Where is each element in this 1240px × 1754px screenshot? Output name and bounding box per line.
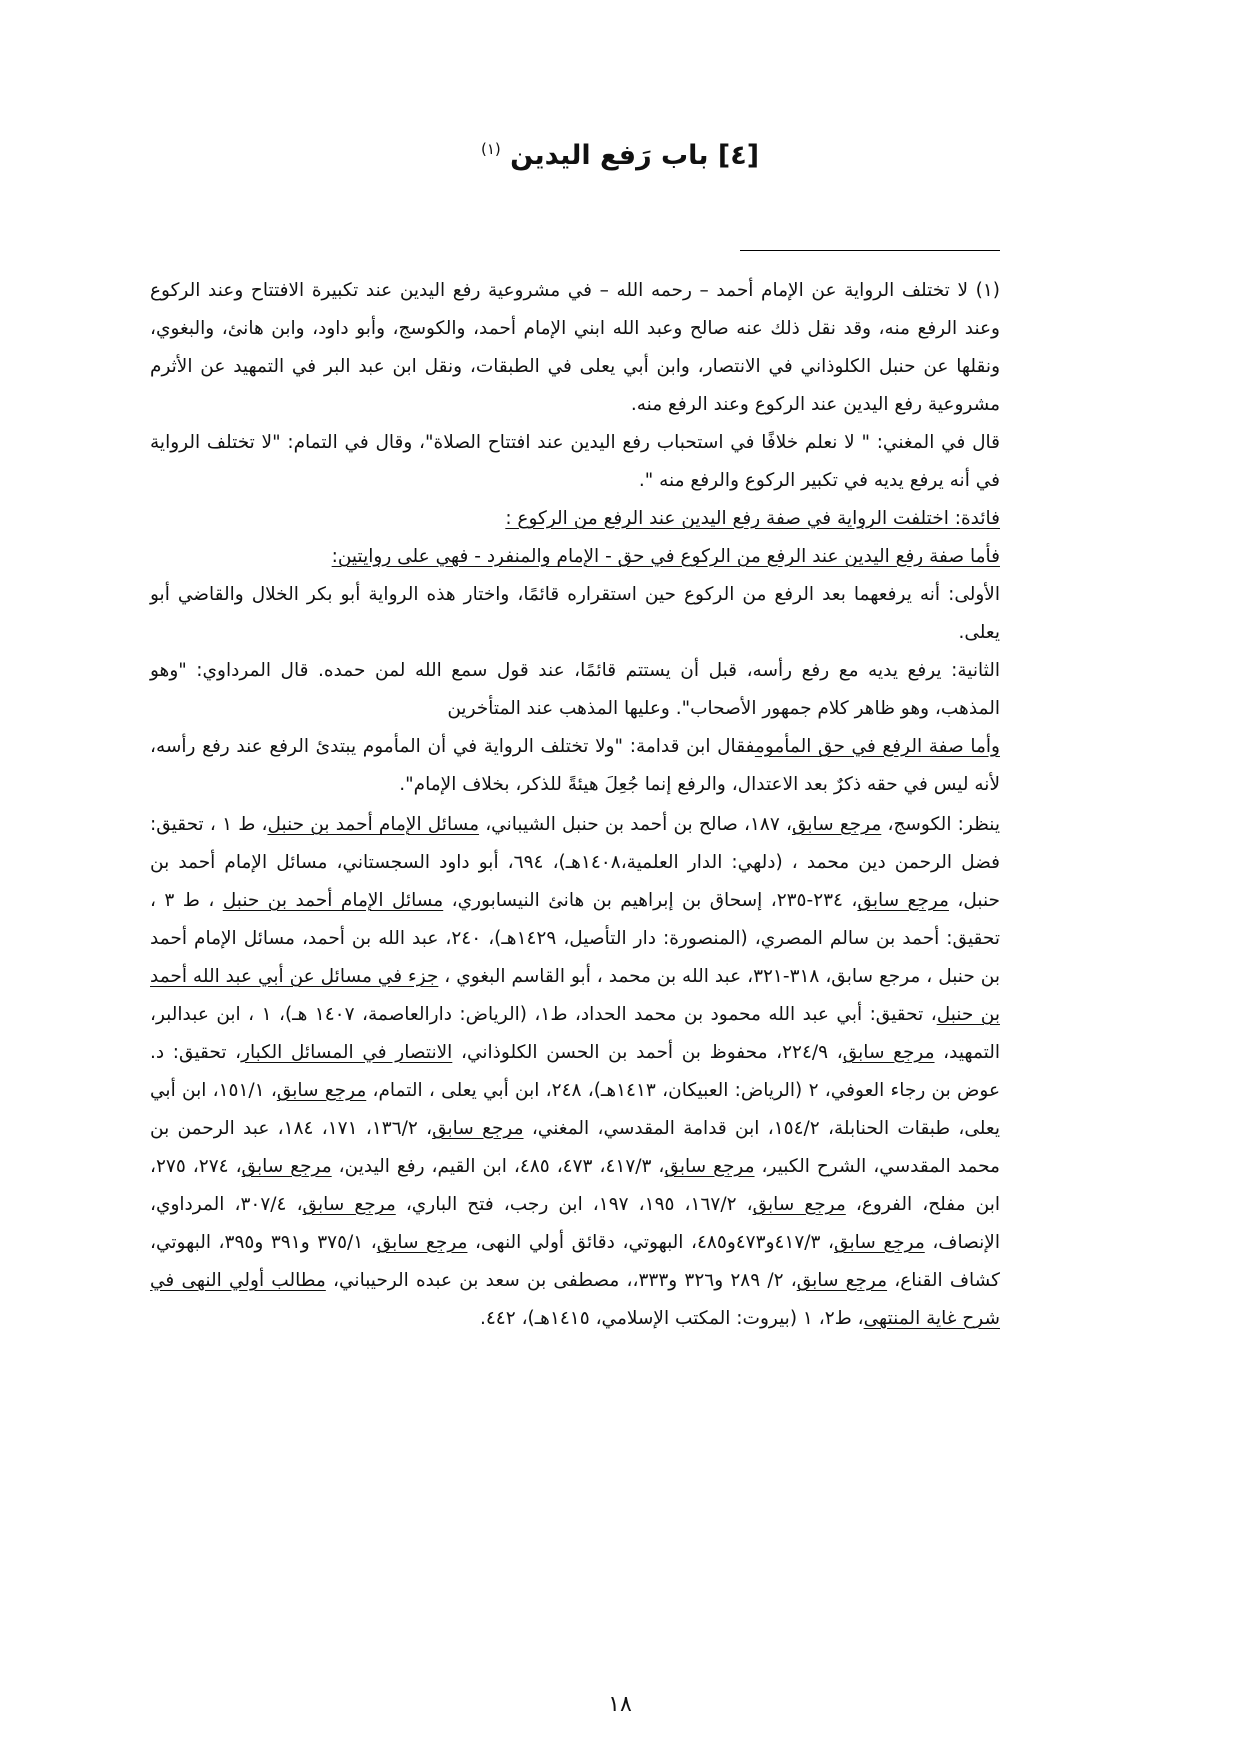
ref-text: ، ٣٠٧/٤، المرداوي، الإنصاف، xyxy=(150,1194,1000,1253)
mamum-paragraph xyxy=(150,728,1000,804)
mamum-text: فقال ابن قدامة: "ولا تختلف الرواية في أن المأموم يبتدئ الرفع عند رفع رأسه، لأنه ليس في حقه ذكرٌ بعد الاعتدال، والرفع إنما جُعِلَ هيئةً للذكر، بخلاف الإمام". xyxy=(150,736,1000,795)
ref-link: مرجع سابق xyxy=(376,1232,468,1253)
ref-text: ، ٤١٧/٣و٤٧٣و٤٨٥، البهوتي، دقائق أولي النهى، xyxy=(467,1232,835,1253)
footnote-paragraph-2: قال في المغني: " لا نعلم خلافًا في استحباب رفع اليدين عند افتتاح الصلاة"، وقال في التمام: "لا تختلف الرواية في أنه يرفع يديه في تكبير الركوع والرفع منه ". xyxy=(150,432,1000,491)
ref-text: ، تحقيق: أبي عبد الله محمود بن محمد الحداد، ط١، (الرياض: دارالعاصمة، ١٤٠٧ هـ)، ١ ، ابن عبدالبر، التمهيد، xyxy=(150,1004,1001,1063)
first-narration: الأولى: أنه يرفعهما بعد الرفع من الركوع حين استقراره قائمًا، واختار هذه الرواية أبو بكر الخلال والقاضي أبو يعلى. xyxy=(150,584,1000,643)
ref-link: جزء في مسائل عن أبي عبد الله أحمد بن حنبل xyxy=(150,966,1000,1025)
footnote-paragraph-1: (١) لا تختلف الرواية عن الإمام أحمد – رحمه الله – في مشروعية رفع اليدين عند تكبيرة الافتتاح وعند الركوع وعند الرفع منه، وقد نقل ذلك عنه صالح وعبد الله ابني الإمام أحمد، والكوسج، وأبو داود، وابن هانئ، والبغوي، ونقلها عن حنبل الكلوذاني في الانتصار، وابن أبي يعلى في الطبقات، ونقل ابن عبد البر في التمهيد عن الأثرم مشروعية رفع اليدين عند الركوع وعند الرفع منه. xyxy=(150,280,1000,415)
ref-text: ، ١٦٧/٢، ١٩٥، ١٩٧، ابن رجب، فتح الباري، xyxy=(395,1194,753,1215)
footnote-block xyxy=(150,272,1000,1338)
ref-link: مسائل الإمام أحمد بن حنبل xyxy=(267,814,480,835)
ref-text: ، ٢٢٤/٩، محفوظ بن أحمد بن الحسن الكلوذاني، xyxy=(452,1042,843,1063)
footnote-marker: (١) xyxy=(480,140,501,158)
references-paragraph xyxy=(150,806,1000,1338)
mamum-heading: وأما صفة الرفع في حق المأموم xyxy=(754,736,1000,757)
page-number: ١٨ xyxy=(608,1692,632,1717)
ref-link: مرجع سابق xyxy=(842,1042,935,1063)
ref-link: مرجع سابق xyxy=(857,890,949,911)
ref-link: مرجع سابق xyxy=(796,1270,888,1291)
ref-link: مرجع سابق xyxy=(791,814,882,835)
footnote-separator xyxy=(740,250,1000,251)
ref-text: ، ٤١٧/٣، ٤٧٣، ٤٨٥، ابن القيم، رفع اليدين، xyxy=(331,1156,665,1177)
imam-section-heading: فأما صفة رفع اليدين عند الرفع من الركوع في حق - الإمام والمنفرد - فهي على روايتين: xyxy=(331,546,1000,567)
chapter-title xyxy=(0,140,1240,171)
ref-link: مرجع سابق xyxy=(432,1118,524,1139)
ref-link: مرجع سابق xyxy=(302,1194,396,1215)
ref-link: مطالب أولي النهى في شرح غاية المنتهى xyxy=(150,1270,1000,1329)
ref-link: مرجع سابق xyxy=(276,1080,367,1101)
benefit-heading: فائدة: اختلفت الرواية في صفة رفع اليدين عند الرفع من الركوع : xyxy=(505,508,1000,529)
ref-text: ، ٢٣٤-٢٣٥، إسحاق بن إبراهيم بن هانئ النيسابوري، xyxy=(443,890,858,911)
ref-text: ، ط٢، ١ (بيروت: المكتب الإسلامي، ١٤١٥هـ)، ٤٤٢. xyxy=(479,1308,864,1329)
ref-link: مرجع سابق xyxy=(752,1194,846,1215)
ref-text: ، ٢/ ٢٨٩ و٣٢٦ و٣٣٣،، مصطفى بن سعد بن عبده الرحيباني، xyxy=(325,1270,797,1291)
ref-link: مرجع سابق xyxy=(241,1156,332,1177)
ref-text: ينظر: الكوسج، xyxy=(881,814,1001,835)
ref-text: ، ١٣٦/٢، ١٧١، ١٨٤، عبد الرحمن بن محمد المقدسي، الشرح الكبير، xyxy=(150,1118,1000,1177)
ref-link: مسائل الإمام أحمد بن حنبل xyxy=(222,890,444,911)
ref-text: ، ط ١ ، تحقيق: فضل الرحمن دين محمد ، (دلهي: الدار العلمية،١٤٠٨هـ)، ٦٩٤، أبو داود السجستاني، مسائل الإمام أحمد بن حنبل، xyxy=(150,814,1000,911)
chapter-title-text: [٤] باب رَفع اليدين xyxy=(510,140,760,171)
ref-text: ، ط ٣ ، تحقيق: أحمد بن سالم المصري، (المنصورة: دار التأصيل، ١٤٢٩هـ)، ٢٤٠، عبد الله بن أحمد، مسائل الإمام أحمد بن حنبل ، مرجع سابق، ٣١٨-٣٢١، عبد الله بن محمد ، أبو القاسم البغوي ، xyxy=(150,890,1000,987)
second-narration: الثانية: يرفع يديه مع رفع رأسه، قبل أن يستتم قائمًا، عند قول سمع الله لمن حمده. قال المرداوي: "وهو المذهب، وهو ظاهر كلام جمهور الأصحاب". وعليها المذهب عند المتأخرين xyxy=(150,660,1000,719)
ref-text: ، ٣٧٥/١ و٣٩١ و٣٩٥، البهوتي، كشاف القناع، xyxy=(150,1232,1000,1291)
ref-text: ، ١٥١/١، ابن أبي يعلى، طبقات الحنابلة، ١٥٤/٢، ابن قدامة المقدسي، المغني، xyxy=(150,1080,1000,1139)
ref-link: مرجع سابق xyxy=(834,1232,925,1253)
ref-text: ، ١٨٧، صالح بن أحمد بن حنبل الشيباني، xyxy=(479,814,792,835)
ref-text: ، ٢٧٤، ٢٧٥، ابن مفلح، الفروع، xyxy=(150,1156,1000,1215)
ref-link: الانتصار في المسائل الكبار xyxy=(241,1042,453,1063)
ref-text: ، تحقيق: د. عوض بن رجاء العوفي، ٢ (الرياض: العبيكان، ١٤١٣هـ)، ٢٤٨، ابن أبي يعلى ، التمام، xyxy=(150,1042,1000,1101)
ref-link: مرجع سابق xyxy=(664,1156,755,1177)
